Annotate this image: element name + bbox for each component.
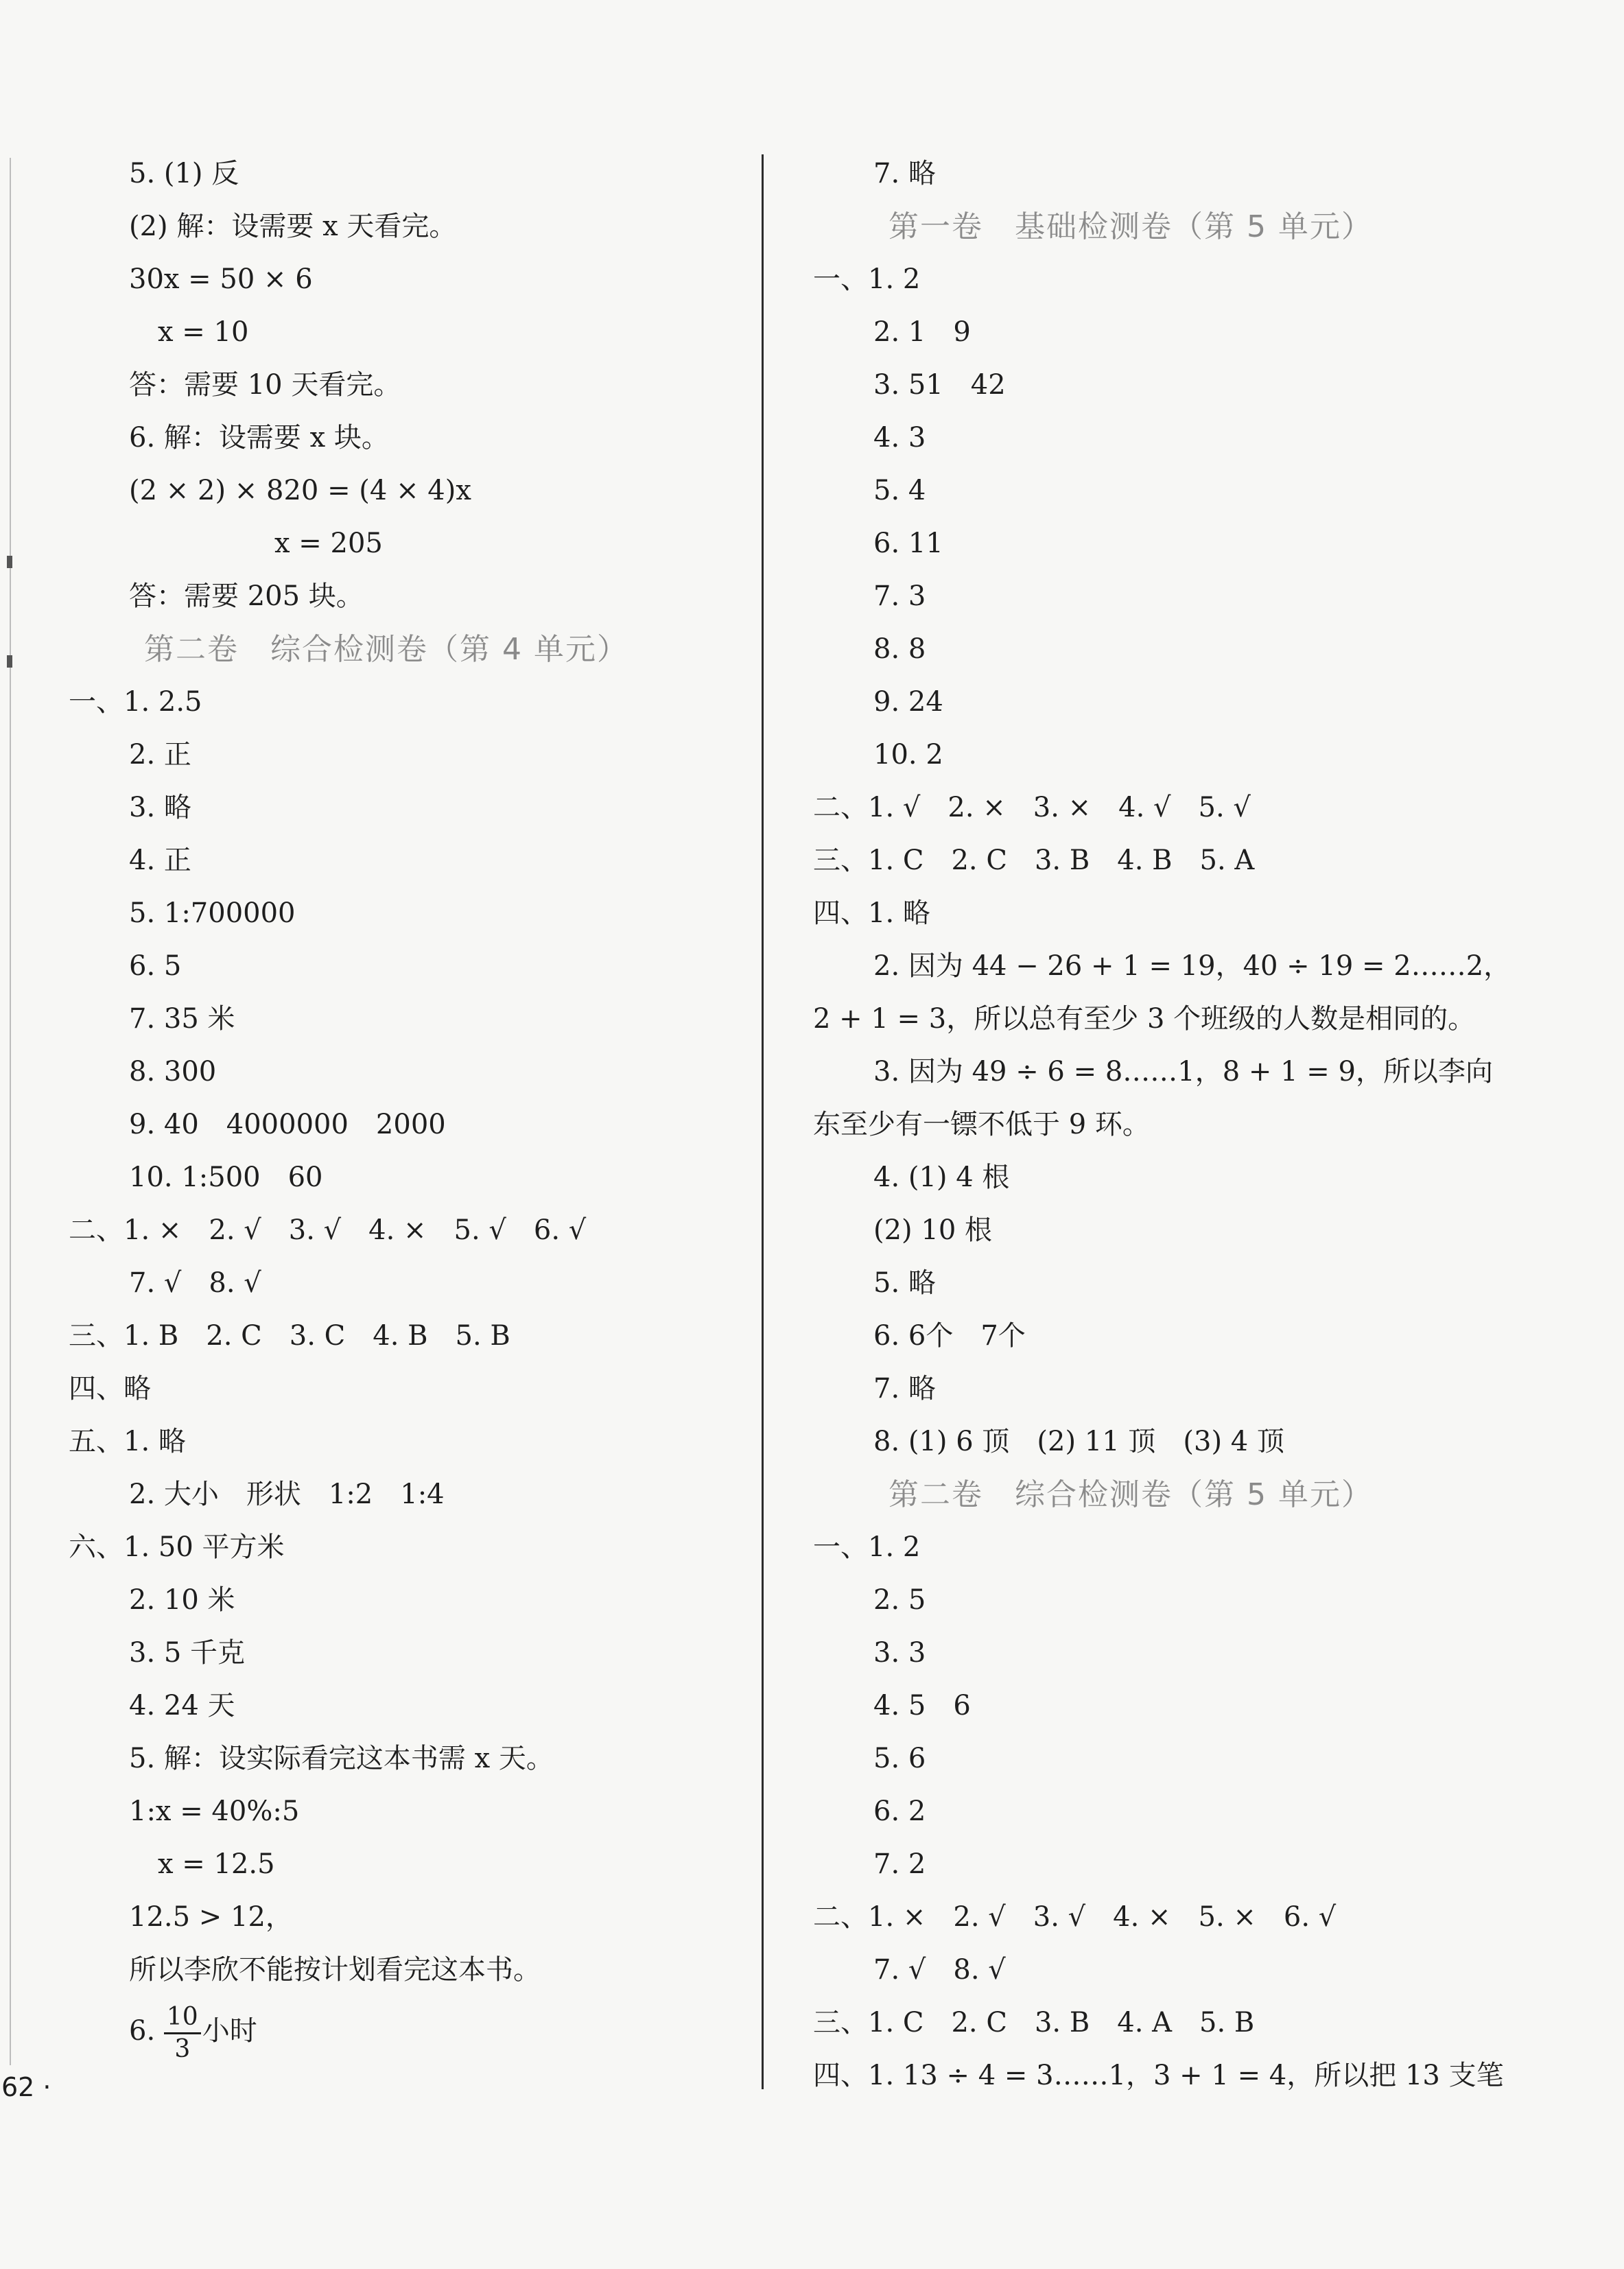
answer-line: 三、1. C 2. C 3. B 4. A 5. B <box>813 2007 1255 2038</box>
answer-line: 1:x = 40%:5 <box>129 1796 300 1827</box>
answer-line: 4. 正 <box>129 845 191 876</box>
answer-line: 答：需要 10 天看完。 <box>129 369 401 401</box>
answer-line: 二、1. × 2. √ 3. √ 4. × 5. × 6. √ <box>813 1901 1337 1933</box>
answer-line: 二、1. √ 2. × 3. × 4. √ 5. √ <box>813 792 1251 823</box>
answer-line: (2 × 2) × 820 = (4 × 4)x <box>129 475 471 506</box>
answer-line: 3. 略 <box>129 792 191 823</box>
answer-line: 9. 24 <box>873 686 943 718</box>
answer-line: 6. 解：设需要 x 块。 <box>129 422 389 454</box>
answer-line: x = 10 <box>158 316 249 348</box>
answer-line: 30x = 50 × 6 <box>129 263 313 295</box>
answer-line: 12.5 > 12， <box>129 1901 293 1933</box>
answer-line: 7. 略 <box>873 158 936 189</box>
answer-line: 5. 略 <box>873 1267 936 1299</box>
fraction-numerator: 10 <box>164 2005 201 2034</box>
answer-line: 8. 8 <box>873 633 926 665</box>
answer-line: 10. 2 <box>873 739 943 771</box>
answer-line: 2. 5 <box>873 1584 926 1616</box>
section-heading: 第二卷 综合检测卷（第 5 单元） <box>889 1477 1373 1512</box>
binding-mark <box>7 655 12 668</box>
answer-line: 四、1. 13 ÷ 4 = 3……1，3 + 1 = 4，所以把 13 支笔 <box>813 2060 1504 2091</box>
answer-line: 7. 3 <box>873 580 926 612</box>
answer-line: 4. 3 <box>873 422 926 454</box>
answer-line: 2. 正 <box>129 739 191 771</box>
answer-line: 3. 因为 49 ÷ 6 = 8……1，8 + 1 = 9，所以李向 <box>873 1056 1493 1088</box>
answer-line: 6. 2 <box>873 1796 926 1827</box>
answer-line: 一、1. 2.5 <box>69 686 202 718</box>
answer-line: 8. (1) 6 顶 (2) 11 顶 (3) 4 顶 <box>873 1426 1284 1457</box>
answer-line: 一、1. 2 <box>813 263 921 295</box>
answer-line: 6. 5 <box>129 950 182 982</box>
answer-line: 7. 35 米 <box>129 1003 235 1035</box>
answer-line: x = 12.5 <box>158 1848 275 1880</box>
item-number: 6. <box>129 2015 156 2047</box>
fraction-denominator: 3 <box>174 2034 191 2063</box>
answer-line: 7. 2 <box>873 1848 926 1880</box>
fraction <box>164 2002 201 2063</box>
answer-line: 4. 24 天 <box>129 1690 235 1721</box>
answer-line: x = 205 <box>274 528 383 559</box>
answer-line: 四、略 <box>69 1373 151 1404</box>
answer-line: 5. (1) 反 <box>129 158 239 189</box>
binding-mark <box>7 556 12 568</box>
answer-line: 7. √ 8. √ <box>129 1267 261 1299</box>
answer-line: 3. 51 42 <box>873 369 1006 401</box>
answer-line: 2. 10 米 <box>129 1584 235 1616</box>
answer-line: (2) 解：设需要 x 天看完。 <box>129 211 457 242</box>
answer-line: 二、1. × 2. √ 3. √ 4. × 5. √ 6. √ <box>69 1214 587 1246</box>
column-divider <box>762 154 764 2089</box>
answer-line: 4. 5 6 <box>873 1690 971 1721</box>
answer-line: 3. 5 千克 <box>129 1637 246 1669</box>
answer-line: 三、1. C 2. C 3. B 4. B 5. A <box>813 845 1255 876</box>
answer-line: 一、1. 2 <box>813 1531 921 1563</box>
answer-line: 10. 1:500 60 <box>129 1162 323 1193</box>
answer-line: 三、1. B 2. C 3. C 4. B 5. B <box>69 1320 510 1352</box>
right-column <box>813 148 1575 2102</box>
answer-line: 六、1. 50 平方米 <box>69 1531 285 1563</box>
answer-line: 4. (1) 4 根 <box>873 1162 1010 1193</box>
answer-line: 2. 因为 44 − 26 + 1 = 19，40 ÷ 19 = 2……2， <box>873 950 1511 982</box>
answer-line: 9. 40 4000000 2000 <box>129 1109 446 1140</box>
answer-line: 5. 4 <box>873 475 926 506</box>
section-heading: 第一卷 基础检测卷（第 5 单元） <box>889 209 1373 244</box>
answer-line: (2) 10 根 <box>873 1214 992 1246</box>
answer-line: 5. 6 <box>873 1743 926 1774</box>
answer-line-fraction <box>69 1997 741 2065</box>
answer-line: 四、1. 略 <box>813 897 930 929</box>
answer-line: 五、1. 略 <box>69 1426 186 1457</box>
answer-line: 5. 1:700000 <box>129 897 296 929</box>
answer-line: 6. 6个 7个 <box>873 1320 1026 1352</box>
left-column <box>69 148 741 2065</box>
answer-line: 东至少有一镖不低于 9 环。 <box>813 1109 1150 1140</box>
answer-line: 2. 大小 形状 1:2 1:4 <box>129 1479 445 1510</box>
answer-line: 2 + 1 = 3，所以总有至少 3 个班级的人数是相同的。 <box>813 1003 1476 1035</box>
answer-line: 7. √ 8. √ <box>873 1954 1006 1986</box>
section-heading: 第二卷 综合检测卷（第 4 单元） <box>144 632 628 667</box>
answer-line: 5. 解：设实际看完这本书需 x 天。 <box>129 1743 554 1774</box>
answer-line: 3. 3 <box>873 1637 926 1669</box>
answer-line: 2. 1 9 <box>873 316 971 348</box>
answer-line: 6. 11 <box>873 528 943 559</box>
answer-line: 7. 略 <box>873 1373 936 1404</box>
binding-edge <box>10 158 11 2065</box>
answer-line: 所以李欣不能按计划看完这本书。 <box>129 1954 541 1986</box>
page-number: 62 · <box>1 2072 51 2102</box>
answer-line: 答：需要 205 块。 <box>129 580 364 612</box>
unit-label: 小时 <box>202 2015 257 2047</box>
answer-line: 8. 300 <box>129 1056 217 1088</box>
